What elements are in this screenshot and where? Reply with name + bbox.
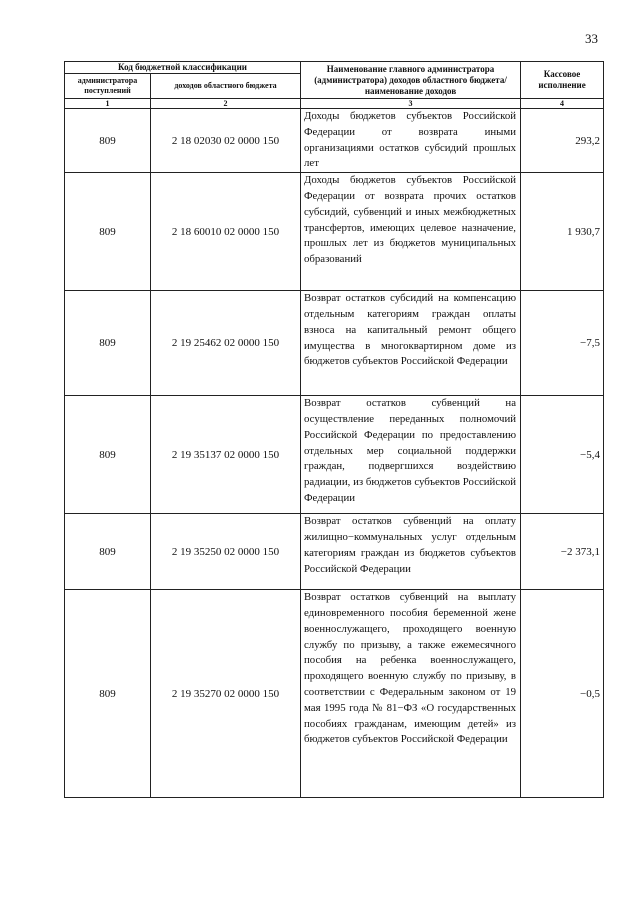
budget-code-cell: 2 18 02030 02 0000 150 (151, 109, 301, 173)
table-row (65, 291, 604, 396)
table-row (65, 514, 604, 590)
table-row (65, 396, 604, 514)
page-number: 33 (585, 31, 598, 46)
administrator-code-cell: 809 (65, 514, 151, 590)
cash-execution-value: −2 373,1 (521, 514, 604, 590)
budget-code-cell: 2 19 35137 02 0000 150 (151, 396, 301, 514)
budget-income-table (64, 61, 604, 798)
table-row (65, 173, 604, 291)
income-name-cell: Доходы бюджетов субъектов Российской Федерации от возврата прочих остатков субсидий, субвенций и иных межбюджетных трансфертов, имеющих целевое назначение, прошлых лет из бюджетов муниципальных образований (301, 173, 521, 291)
budget-code-cell: 2 19 35270 02 0000 150 (151, 590, 301, 798)
administrator-code-cell: 809 (65, 109, 151, 173)
header-column-number-1: 1 (65, 99, 151, 109)
header-regional-budget-income: доходов областного бюджета (151, 74, 301, 99)
header-budget-classification-code: Код бюджетной классификации (65, 62, 301, 74)
cash-execution-value: −5,4 (521, 396, 604, 514)
cash-execution-value: −0,5 (521, 590, 604, 798)
header-column-number-2: 2 (151, 99, 301, 109)
header-column-number-3: 3 (301, 99, 521, 109)
table-header (65, 62, 604, 109)
cash-execution-value: −7,5 (521, 291, 604, 396)
administrator-code-cell: 809 (65, 590, 151, 798)
cash-execution-value: 1 930,7 (521, 173, 604, 291)
header-administrator-income: администратора поступлений (65, 74, 151, 99)
cash-execution-value: 293,2 (521, 109, 604, 173)
header-cash-execution: Кассовое исполнение (521, 62, 604, 99)
budget-code-cell: 2 19 25462 02 0000 150 (151, 291, 301, 396)
income-name-cell: Возврат остатков субвенций на выплату единовременного пособия беременной жене военнослужащего, проходящего военную службу по призыву, а также ежемесячного пособия на ребенка военнослужащего, проходящего военную службу по призыву, в соответствии с Федеральным законом от 19 мая 1995 года № 81−ФЗ «О государственных пособиях гражданам, имеющим детей» из бюджетов субъектов Российской Федерации (301, 590, 521, 798)
header-administrator-name: Наименование главного администратора (администратора) доходов областного бюджета/ наименование доходов (301, 62, 521, 99)
administrator-code-cell: 809 (65, 291, 151, 396)
income-name-cell: Доходы бюджетов субъектов Российской Федерации от возврата иными организациями остатков субсидий прошлых лет (301, 109, 521, 173)
income-name-cell: Возврат остатков субсидий на компенсацию отдельным категориям граждан оплаты взноса на капитальный ремонт общего имущества в многоквартирном доме из бюджетов субъектов Российской Федерации (301, 291, 521, 396)
income-name-cell: Возврат остатков субвенций на оплату жилищно−коммунальных услуг отдельным категориям граждан из бюджетов субъектов Российской Федерации (301, 514, 521, 590)
budget-code-cell: 2 18 60010 02 0000 150 (151, 173, 301, 291)
table-body (65, 109, 604, 798)
header-column-number-4: 4 (521, 99, 604, 109)
table-row (65, 590, 604, 798)
administrator-code-cell: 809 (65, 396, 151, 514)
budget-code-cell: 2 19 35250 02 0000 150 (151, 514, 301, 590)
table-row (65, 109, 604, 173)
administrator-code-cell: 809 (65, 173, 151, 291)
income-name-cell: Возврат остатков субвенций на осуществление переданных полномочий Российской Федерации по предоставлению отдельных мер социальной поддержки граждан, подвергшихся воздействию радиации, из бюджетов субъектов Российской Федерации (301, 396, 521, 514)
